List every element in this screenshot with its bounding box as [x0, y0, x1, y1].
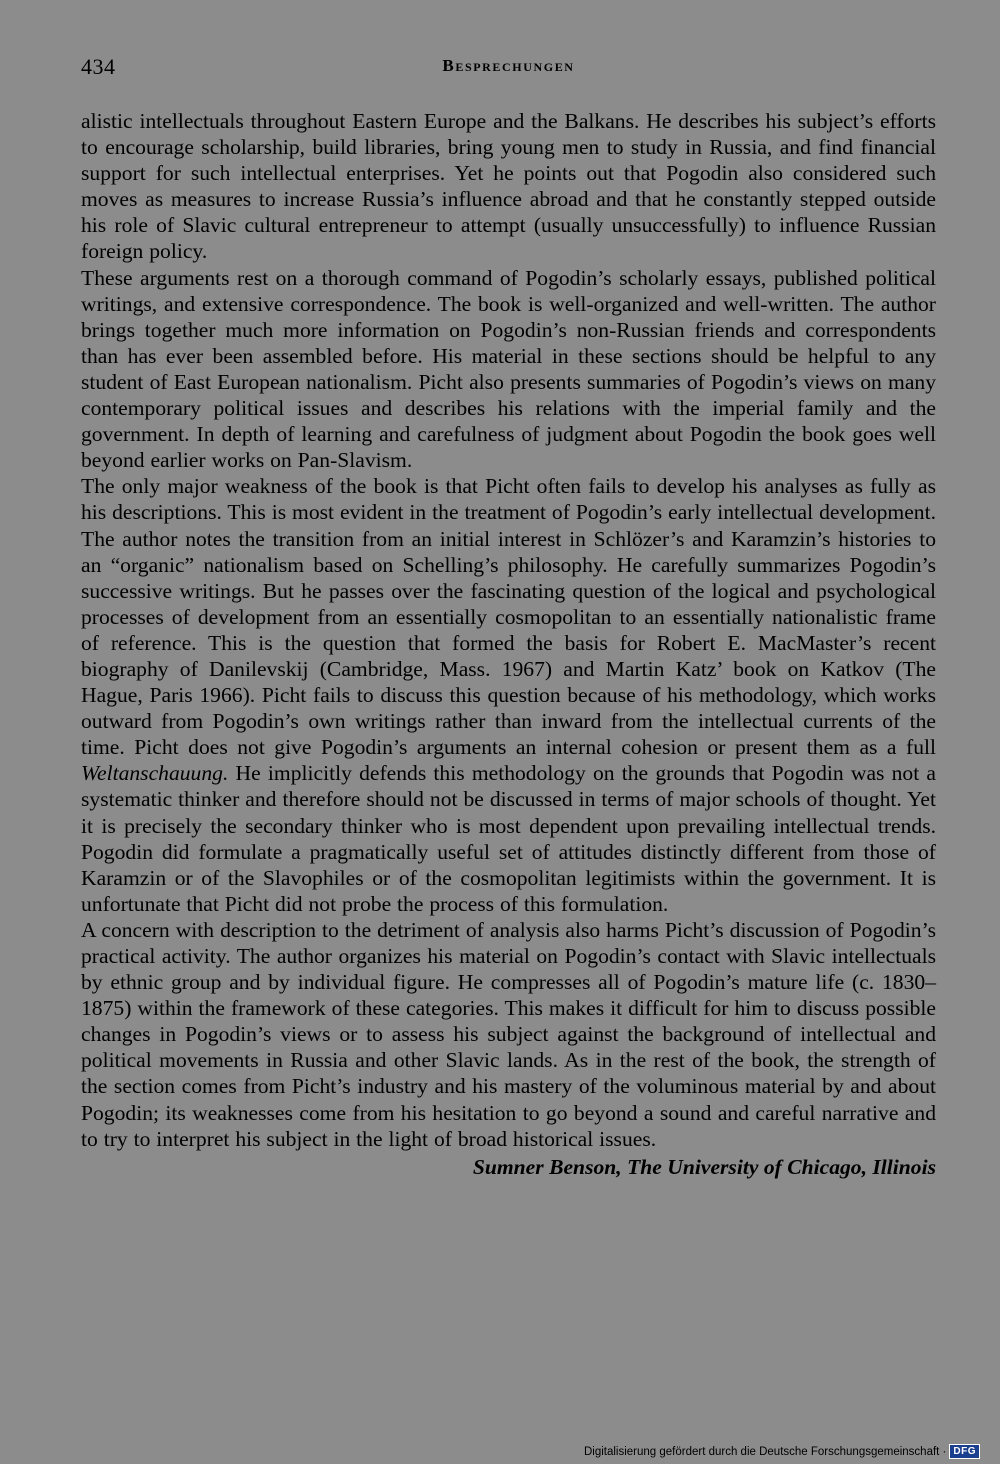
paragraph-3-text-b: He implicitly defends this methodology on the grounds that Pogodin was not a systematic thinker and therefore should not be discussed in terms of major schools of thought. Yet it is precisely the secondary thinker who is most dependent upon prevailing intellectual trends. Pogodin did formulate a pragmatically useful set of attitudes distinctly different from those of Karamzin or of the Slavophiles or of the cosmopolitan legitimists within the government. It is unfortunate that Picht did not probe the process of this formulation.: [81, 761, 936, 916]
paragraph-1: alistic intellectuals throughout Eastern Europe and the Balkans. He describes his subject’s efforts to encourage scholarship, build libraries, bring young men to study in Russia, and find financial support for such intellectual enterprises. Yet he points out that Pogodin also considered such moves as measures to increase Russia’s influence abroad and that he constantly stepped outside his role of Slavic cultural entrepreneur to attempt (usually unsuccessfully) to influence Russian foreign policy.: [81, 109, 936, 264]
paragraph-2: These arguments rest on a thorough command of Pogodin’s scholarly essays, published political writings, and extensive correspondence. The book is well-organized and well-written. The author brings together much more information on Pogodin’s non-Russian friends and correspondents than has ever been assembled before. His material in these sections should be helpful to any student of East European nationalism. Picht also presents summaries of Pogodin’s views on many contemporary political issues and describes his relations with the imperial family and the government. In depth of learning and carefulness of judgment about Pogodin the book goes well beyond earlier works on Pan-Slavism.: [81, 265, 936, 473]
reviewer-signature: Sumner Benson, The University of Chicago, Illinois: [472, 1154, 936, 1179]
paragraph-3-italic-term: Weltanschauung.: [81, 761, 229, 786]
paragraph-3-text-a: The only major weakness of the book is that Picht often fails to develop his analyses as fully as his descriptions. This is most evident in the treatment of Pogodin’s early intellectual development. The author notes the transition from an initial interest in Schlözer’s and Karamzin’s histories to an “organic” nationalism based on Schelling’s philosophy. He carefully summarizes Pogodin’s successive writings. But he passes over the fascinating question of the logical and psychological processes of development from an essentially cosmopolitan to an essentially nationalistic frame of reference. This is the question that formed the basis for Robert E. MacMaster’s recent biography of Danilevskij (Cambridge, Mass. 1967) and Martin Katz’ book on Katkov (The Hague, Paris 1966). Picht fails to discuss this question because of his methodology, which works outward from Pogodin’s own writings rather than inward from the intellectual currents of the time. Picht does not give Pogodin’s arguments an internal cohesion or present them as a full: [81, 474, 936, 760]
page-header: [81, 54, 936, 84]
paragraph-4: A concern with description to the detriment of analysis also harms Picht’s discussion of Pogodin’s practical activity. The author organizes his material on Pogodin’s contact with Slavic intellectuals by ethnic group and by individual figure. He compresses all of Pogodin’s mature life (c. 1830–1875) within the framework of these categories. This makes it difficult for him to discuss possible changes in Pogodin’s views or to assess his subject against the background of intellectual and political movements in Russia and other Slavic lands. As in the rest of the book, the strength of the section comes from Picht’s industry and his mastery of the voluminous material by and about Pogodin; its weaknesses come from his hesitation to go beyond a sound and careful narrative and to try to interpret his subject in the light of broad historical issues.: [81, 917, 936, 1151]
dfg-logo: DFG: [949, 1444, 980, 1459]
page-number: 434: [81, 54, 116, 79]
paragraph-3: [81, 473, 936, 917]
footer-credit: Digitalisierung gefördert durch die Deutsche Forschungsgemeinschaft ·: [583, 1445, 947, 1458]
digitization-footer: [584, 1444, 980, 1459]
review-body: [81, 108, 936, 1180]
running-head: Besprechungen: [442, 56, 575, 75]
